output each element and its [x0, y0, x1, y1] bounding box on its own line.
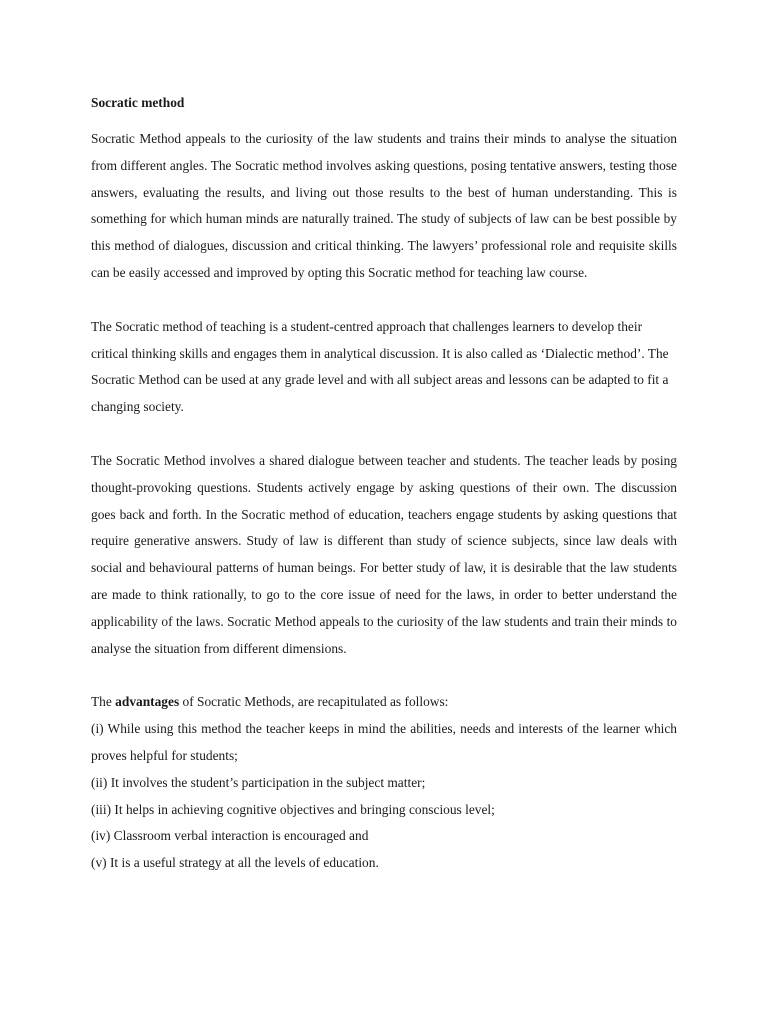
- document-page: [91, 92, 677, 877]
- advantages-intro-bold: advantages: [115, 694, 180, 710]
- advantages-intro-suffix: of Socratic Methods, are recapitulated as follows:: [179, 694, 449, 710]
- paragraph-2: The Socratic method of teaching is a student-centred approach that challenges learners to develop their critical thinking skills and engages them in analytical discussion. It is also called as ‘Dialectic method’. The Socratic Method can be used at any grade level and with all subject areas and lessons can be adapted to fit a changing society.: [91, 318, 669, 415]
- paragraph-spacer: [91, 421, 677, 448]
- paragraph-1: Socratic Method appeals to the curiosity of the law students and trains their minds to analyse the situation from different angles. The Socratic method involves asking questions, posing tentative answers, testing those answers, evaluating the results, and living out those results to the best of human understanding. This is something for which human minds are naturally trained. The study of subjects of law can be best possible by this method of dialogues, discussion and critical thinking. The lawyers’ professional role and requisite skills can be easily accessed and improved by opting this Socratic method for teaching law course.: [91, 131, 677, 280]
- paragraph-3: The Socratic Method involves a shared dialogue between teacher and students. The teacher leads by posing thought-provoking questions. Students actively engage by asking questions of their own. The discussion goes back and forth. In the Socratic method of education, teachers engage students by asking questions that require generative answers. Study of law is different than study of science subjects, since law deals with social and behavioural patterns of human beings. For better study of law, it is desirable that the law students are made to think rationally, to go to the core issue of need for the laws, in order to better understand the applicability of the laws. Socratic Method appeals to the curiosity of the law students and train their minds to analyse the situation from different dimensions.: [91, 452, 677, 656]
- advantages-intro: [91, 689, 677, 716]
- advantage-item-4: (iv) Classroom verbal interaction is encouraged and: [91, 828, 369, 844]
- document-heading: Socratic method: [91, 95, 185, 110]
- advantage-item-1: (i) While using this method the teacher keeps in mind the abilities, needs and interests of the learner which proves helpful for students;: [91, 721, 677, 763]
- advantages-intro-prefix: The: [91, 694, 116, 710]
- paragraph-spacer: [91, 662, 677, 689]
- paragraph-spacer: [91, 287, 677, 314]
- advantage-item-3: (iii) It helps in achieving cognitive objectives and bringing conscious level;: [91, 801, 495, 817]
- advantage-item-2: (ii) It involves the student’s participation in the subject matter;: [91, 774, 426, 790]
- advantage-item-5: (v) It is a useful strategy at all the levels of education.: [91, 855, 379, 871]
